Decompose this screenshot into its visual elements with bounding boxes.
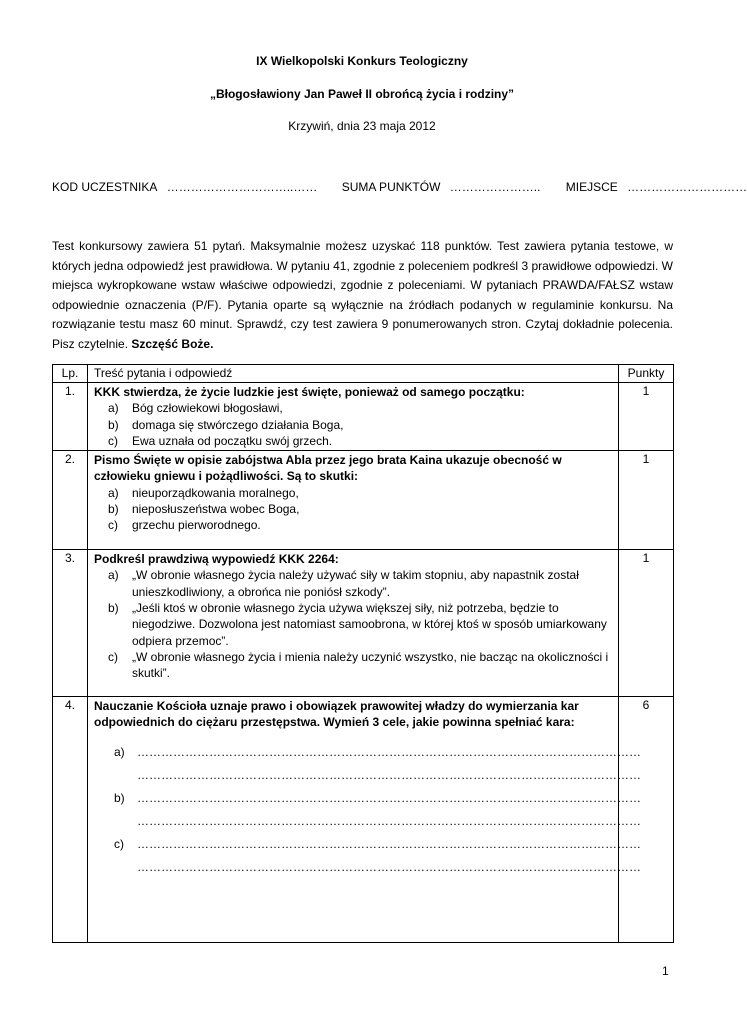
code-label: KOD UCZESTNIKA bbox=[52, 180, 158, 194]
answer-line[interactable]: a) ……………………………………………………………………………………………………………… bbox=[114, 744, 641, 759]
instructions-text: Test konkursowy zawiera 51 pytań. Maksymalnie możesz uzyskać 118 punktów. Test zawiera pytania testowe, w których jedna odpowiedź jest prawidłowa. W pytaniu 41, zgodnie z poleceniem podkreśl 3 prawidłowe odpowiedzi. W miejsca wykropkowane wstaw właściwe odpowiedzi, zgodnie z poleceniami. W pytaniach PRAWDA/FAŁSZ wstaw odpowiednie oznaczenia (P/F). Pytania oparte są wyłącznie na źródłach podanych w regulaminie konkursu. Na rozwiązanie testu masz 60 minut. Sprawdź, czy test zawiera 9 ponumerowanych stron. Czytaj dokładnie polecenia. Pisz czytelnie. bbox=[52, 239, 673, 351]
answer-option[interactable]: b) „Jeśli ktoś w obronie własnego życia używa większej siły, niż potrzeba, będzie to niegodziwe. Dozwolona jest natomiast samoobrona, w której ktoś w sposób umiarkowany odpiera przemoc”. bbox=[108, 601, 607, 648]
table-header-row bbox=[53, 365, 674, 383]
answer-line[interactable]: ……………………………………………………………………………………………………………… bbox=[137, 859, 641, 874]
question-title: Nauczanie Kościoła uznaje prawo i obowiązek prawowitej władzy do wymierzania kar odpowiednich do ciężaru przestępstwa. Wymień 3 cele, jakie powinna spełniać kara: bbox=[94, 699, 579, 730]
question-number: 3. bbox=[53, 550, 88, 697]
code-field[interactable]: …………………………..…… bbox=[166, 180, 318, 194]
question-row bbox=[53, 550, 674, 697]
answer-line[interactable]: ……………………………………………………………………………………………………………… bbox=[137, 767, 641, 782]
question-title: Podkreśl prawdziwą wypowiedź KKK 2264: bbox=[94, 552, 339, 567]
question-number: 2. bbox=[53, 451, 88, 550]
closing-greeting: Szczęść Boże. bbox=[131, 336, 214, 351]
header-lp: Lp. bbox=[53, 365, 88, 383]
question-number: 1. bbox=[53, 383, 88, 451]
question-points: 1 bbox=[619, 383, 674, 451]
answer-option[interactable]: a) Bóg człowiekowi błogosławi, bbox=[108, 401, 283, 416]
place-field[interactable]: ………………………… bbox=[627, 180, 747, 194]
answer-line[interactable]: c) ……………………………………………………………………………………………………………… bbox=[114, 836, 641, 851]
points-field[interactable]: ………………….. bbox=[449, 180, 541, 194]
place-date: Krzywiń, dnia 23 maja 2012 bbox=[288, 119, 436, 133]
question-row bbox=[53, 383, 674, 451]
question-title: KKK stwierdza, że życie ludzkie jest święte, ponieważ od samego początku: bbox=[94, 385, 525, 399]
question-points: 1 bbox=[619, 550, 674, 697]
answer-option[interactable]: b) domaga się stwórczego działania Boga, bbox=[108, 417, 344, 432]
answer-option[interactable]: a) nieuporządkowania moralnego, bbox=[108, 485, 299, 500]
points-label: SUMA PUNKTÓW bbox=[341, 180, 441, 194]
questions-table bbox=[52, 364, 674, 943]
question-points: 1 bbox=[619, 451, 674, 550]
question-row bbox=[53, 697, 674, 943]
page-number: 1 bbox=[662, 964, 669, 978]
question-content bbox=[88, 383, 619, 451]
instructions bbox=[52, 237, 673, 354]
answer-option[interactable]: c) grzechu pierworodnego. bbox=[108, 518, 261, 533]
place-label: MIEJSCE bbox=[565, 180, 618, 194]
contest-subtitle: „Błogosławiony Jan Paweł II obrońcą życia i rodziny” bbox=[209, 87, 515, 101]
question-content bbox=[88, 697, 641, 943]
question-content bbox=[88, 550, 619, 697]
answer-option[interactable]: c) Ewa uznała od początku swój grzech. bbox=[108, 433, 333, 448]
question-content bbox=[88, 451, 619, 550]
answer-option[interactable]: b) nieposłuszeństwa wobec Boga, bbox=[108, 502, 300, 517]
contest-title: IX Wielkopolski Konkurs Teologiczny bbox=[256, 54, 468, 68]
question-points: 6 bbox=[619, 697, 674, 943]
participant-fields bbox=[52, 180, 747, 194]
answer-option[interactable]: a) „W obronie własnego życia należy używać siły w takim stopniu, aby napastnik został unieszkodliwiony, a obrońca nie poniósł szkody”. bbox=[108, 568, 579, 599]
answer-line[interactable]: ……………………………………………………………………………………………………………… bbox=[137, 813, 641, 828]
answer-line[interactable]: b) ……………………………………………………………………………………………………………… bbox=[114, 790, 641, 805]
header-points: Punkty bbox=[619, 365, 674, 383]
question-number: 4. bbox=[53, 697, 88, 943]
question-title: Pismo Święte w opisie zabójstwa Abla przez jego brata Kaina ukazuje obecność w człowieku gniewu i pożądliwości. Są to skutki: bbox=[94, 453, 562, 484]
header-content: Treść pytania i odpowiedź bbox=[88, 365, 619, 383]
question-row bbox=[53, 451, 674, 550]
answer-option[interactable]: c) „W obronie własnego życia i mienia należy uczynić wszystko, nie bacząc na okoliczności i skutki”. bbox=[108, 649, 609, 681]
